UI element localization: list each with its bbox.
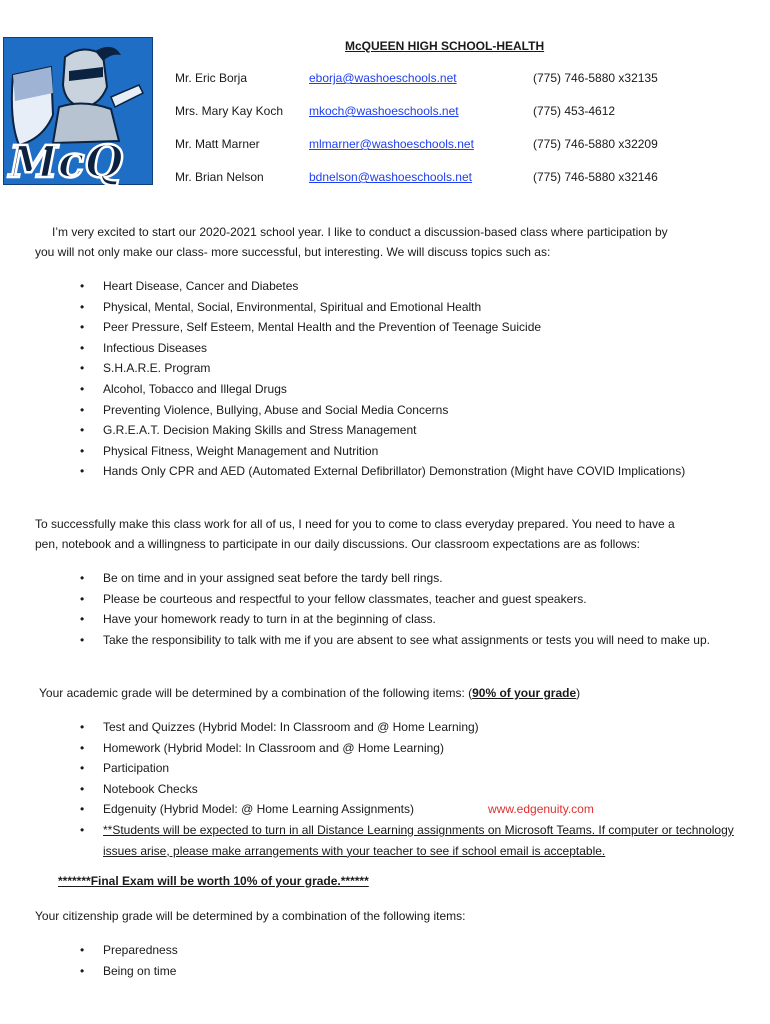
staff-phone: (775) 453-4612 — [533, 104, 616, 118]
list-item: • Physical Fitness, Weight Management and Nutrition — [0, 441, 743, 462]
expectations-line: pen, notebook and a willingness to participate in our daily discussions. Our classroom expectations are as follows: — [35, 537, 640, 551]
list-item: • Physical, Mental, Social, Environmental, Spiritual and Emotional Health — [0, 297, 743, 318]
staff-phone: (775) 746-5880 x32209 — [533, 137, 658, 151]
list-item: • Homework (Hybrid Model: In Classroom and @ Home Learning) — [0, 738, 743, 759]
list-item: • Have your homework ready to turn in at the beginning of class. — [0, 609, 743, 630]
staff-name: Mr. Matt Marner — [175, 137, 260, 151]
svg-text:McQ: McQ — [9, 137, 123, 185]
academic-prefix: Your academic grade will be determined by a combination of the following items: ( — [39, 686, 473, 700]
document-title: McQUEEN HIGH SCHOOL-HEALTH — [345, 39, 545, 53]
staff-name: Mrs. Mary Kay Koch — [175, 104, 284, 118]
final-exam-note: *******Final Exam will be worth 10% of your grade.****** — [58, 874, 369, 888]
list-item: • **Students will be expected to turn in all Distance Learning assignments on Microsoft Teams. If computer or technology issues arise, please make arrangements with your teacher to see if school email is acceptable. — [0, 820, 743, 861]
list-item: • Be on time and in your assigned seat before the tardy bell rings. — [0, 568, 743, 589]
list-item — [0, 799, 743, 820]
citizenship-items-list — [0, 940, 743, 981]
expectations-list — [0, 568, 743, 650]
academic-percent: 90% of your grade — [472, 686, 577, 700]
intro-paragraph — [35, 222, 735, 262]
list-item: • Participation — [0, 758, 743, 779]
expectations-paragraph — [35, 514, 735, 554]
edgenuity-label: Edgenuity (Hybrid Model: @ Home Learning Assignments) — [103, 802, 414, 817]
edgenuity-link[interactable]: www.edgenuity.com — [488, 802, 594, 817]
academic-suffix: ) — [576, 686, 581, 700]
list-item: • Please be courteous and respectful to your fellow classmates, teacher and guest speakers. — [0, 589, 743, 610]
staff-phone: (775) 746-5880 x32135 — [533, 71, 658, 85]
staff-email-link[interactable]: mlmarner@washoeschools.net — [309, 137, 474, 151]
list-item: • Preventing Violence, Bullying, Abuse and Social Media Concerns — [0, 400, 743, 421]
intro-line: you will not only make our class- more successful, but interesting. We will discuss topics such as: — [35, 245, 551, 259]
staff-email-link[interactable]: bdnelson@washoeschools.net — [309, 170, 472, 184]
academic-grade-intro — [39, 683, 739, 703]
staff-phone: (775) 746-5880 x32146 — [533, 170, 658, 184]
staff-name: Mr. Eric Borja — [175, 71, 248, 85]
intro-line: I’m very excited to start our 2020-2021 school year. I like to conduct a discussion-based class where participation by — [52, 225, 668, 239]
list-item: • Infectious Diseases — [0, 338, 743, 359]
staff-name: Mr. Brian Nelson — [175, 170, 264, 184]
list-item: • Take the responsibility to talk with me if you are absent to see what assignments or tests you will need to make up. — [0, 630, 743, 651]
citizenship-intro: Your citizenship grade will be determined by a combination of the following items: — [35, 909, 466, 923]
list-item: • Preparedness — [0, 940, 743, 961]
list-item: • Hands Only CPR and AED (Automated External Defibrillator) Demonstration (Might have COVID Implications) — [0, 461, 743, 482]
knight-mascot-icon — [3, 37, 153, 185]
list-item: • Heart Disease, Cancer and Diabetes — [0, 276, 743, 297]
staff-email-link[interactable]: mkoch@washoeschools.net — [309, 104, 459, 118]
list-item: • Test and Quizzes (Hybrid Model: In Classroom and @ Home Learning) — [0, 717, 743, 738]
list-item: • Notebook Checks — [0, 779, 743, 800]
topics-list — [0, 276, 743, 482]
school-logo — [3, 37, 153, 185]
expectations-line: To successfully make this class work for all of us, I need for you to come to class everyday prepared. You need to have a — [35, 517, 675, 531]
staff-email-link[interactable]: eborja@washoeschools.net — [309, 71, 457, 85]
academic-items-list — [0, 717, 743, 861]
list-item: • S.H.A.R.E. Program — [0, 358, 743, 379]
list-item: • Being on time — [0, 961, 743, 982]
list-item: • G.R.E.A.T. Decision Making Skills and Stress Management — [0, 420, 743, 441]
list-item: • Alcohol, Tobacco and Illegal Drugs — [0, 379, 743, 400]
list-item: • Peer Pressure, Self Esteem, Mental Health and the Prevention of Teenage Suicide — [0, 317, 743, 338]
